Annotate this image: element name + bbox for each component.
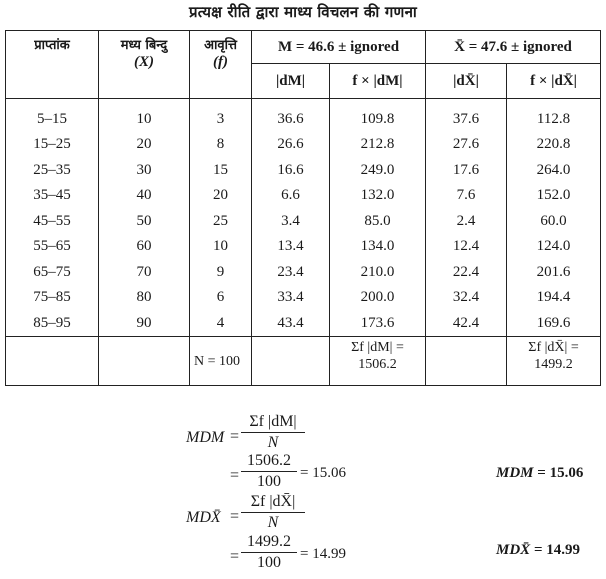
header-midpoint-label: मध्य बिन्दु	[120, 38, 168, 53]
cell-x: 90	[99, 311, 190, 337]
cell-class: 55–65	[6, 234, 99, 260]
cell-dx: 37.6	[426, 99, 507, 133]
header-frequency-label: आवृत्ति	[204, 38, 237, 53]
header-midpoint-symbol: (X)	[134, 54, 154, 70]
formula-mdx-numerator: Σf |dX̄|	[241, 493, 305, 513]
header-frequency-symbol: (f)	[213, 54, 228, 70]
cell-class: 65–75	[6, 260, 99, 286]
header-fdm: f × |dM|	[330, 64, 426, 99]
cell-x: 10	[99, 99, 190, 133]
cell-fdx: 220.8	[507, 132, 601, 158]
cell-dm: 3.4	[252, 209, 330, 235]
cell-fdm: 210.0	[330, 260, 426, 286]
cell-x: 60	[99, 234, 190, 260]
cell-dx: 27.6	[426, 132, 507, 158]
page-title: प्रत्यक्ष रीति द्वारा माध्य विचलन की गणना	[188, 3, 417, 21]
totals-empty-4	[426, 337, 507, 386]
cell-class: 5–15	[6, 99, 99, 133]
cell-x: 30	[99, 158, 190, 184]
cell-fdx: 112.8	[507, 99, 601, 133]
cell-f: 15	[190, 158, 252, 184]
cell-x: 80	[99, 285, 190, 311]
mean-deviation-table	[5, 30, 601, 386]
header-frequency	[190, 31, 252, 99]
cell-x: 50	[99, 209, 190, 235]
totals-row	[6, 337, 601, 386]
formula-mdm-num-value: 1506.2	[241, 452, 297, 472]
formula-mdx-num-value: 1499.2	[241, 533, 297, 553]
formula-mdm-fraction-values	[241, 452, 297, 490]
cell-dm: 33.4	[252, 285, 330, 311]
header-midpoint	[99, 31, 190, 99]
table-row	[6, 99, 601, 133]
header-group-median: M = 46.6 ± ignored	[252, 31, 426, 64]
cell-f: 25	[190, 209, 252, 235]
cell-fdm: 109.8	[330, 99, 426, 133]
cell-class: 75–85	[6, 285, 99, 311]
formula-mdx-result: = 14.99	[300, 546, 346, 562]
answer-mdx-label: MDX̄	[496, 542, 531, 558]
cell-dm: 36.6	[252, 99, 330, 133]
cell-fdm: 132.0	[330, 183, 426, 209]
cell-dx: 2.4	[426, 209, 507, 235]
cell-fdx: 124.0	[507, 234, 601, 260]
cell-dx: 32.4	[426, 285, 507, 311]
formula-mdx-den-value: 100	[257, 554, 281, 571]
cell-fdm: 173.6	[330, 311, 426, 337]
cell-fdm: 249.0	[330, 158, 426, 184]
formula-mdx-label: MDX̄	[186, 509, 221, 526]
cell-fdx: 264.0	[507, 158, 601, 184]
cell-dm: 43.4	[252, 311, 330, 337]
formula-mdm-denominator: N	[267, 434, 279, 451]
cell-fdx: 201.6	[507, 260, 601, 286]
formula-mdx-eq2: =	[230, 548, 240, 565]
formula-mdm-label: MDM	[186, 429, 225, 446]
table-body	[6, 99, 601, 337]
cell-dm: 6.6	[252, 183, 330, 209]
cell-dx: 17.6	[426, 158, 507, 184]
cell-fdx: 169.6	[507, 311, 601, 337]
formula-mdx-fraction	[241, 493, 305, 531]
total-sum-dx-value: 1499.2	[534, 357, 573, 372]
table-row	[6, 234, 601, 260]
cell-class: 25–35	[6, 158, 99, 184]
total-n: N = 100	[190, 337, 252, 386]
header-group-mean: X̄ = 47.6 ± ignored	[426, 31, 601, 64]
table-row	[6, 311, 601, 337]
table-row	[6, 209, 601, 235]
cell-f: 3	[190, 99, 252, 133]
table-row	[6, 260, 601, 286]
formula-mdm-eq2: =	[230, 467, 240, 484]
cell-f: 6	[190, 285, 252, 311]
totals-empty-1	[6, 337, 99, 386]
cell-fdm: 85.0	[330, 209, 426, 235]
cell-f: 8	[190, 132, 252, 158]
totals-empty-3	[252, 337, 330, 386]
cell-f: 10	[190, 234, 252, 260]
cell-dm: 26.6	[252, 132, 330, 158]
answer-mdx	[496, 542, 580, 559]
header-row-group	[6, 31, 601, 64]
cell-fdx: 152.0	[507, 183, 601, 209]
total-sum-dx-label: Σf |dX̄| =	[528, 340, 579, 355]
formula-mdx-denominator: N	[267, 514, 279, 531]
answer-mdm	[496, 465, 583, 482]
cell-fdm: 134.0	[330, 234, 426, 260]
cell-f: 9	[190, 260, 252, 286]
cell-dx: 12.4	[426, 234, 507, 260]
answer-mdm-label: MDM	[496, 465, 534, 481]
cell-fdx: 194.4	[507, 285, 601, 311]
cell-x: 20	[99, 132, 190, 158]
cell-x: 40	[99, 183, 190, 209]
formula-mdm-numerator: Σf |dM|	[241, 413, 305, 433]
answer-mdm-value: = 15.06	[537, 465, 584, 481]
cell-fdm: 200.0	[330, 285, 426, 311]
header-class: प्राप्तांक	[6, 31, 99, 99]
cell-class: 15–25	[6, 132, 99, 158]
cell-dm: 23.4	[252, 260, 330, 286]
total-sum-dx	[507, 337, 601, 386]
cell-dm: 16.6	[252, 158, 330, 184]
table-row	[6, 132, 601, 158]
header-dm: |dM|	[252, 64, 330, 99]
formula-mdm-den-value: 100	[257, 473, 281, 490]
cell-dx: 22.4	[426, 260, 507, 286]
total-sum-dm	[330, 337, 426, 386]
table-row	[6, 183, 601, 209]
table-row	[6, 285, 601, 311]
cell-x: 70	[99, 260, 190, 286]
formula-mdm-result: = 15.06	[300, 465, 346, 481]
cell-dx: 7.6	[426, 183, 507, 209]
header-dx: |dX̄|	[426, 64, 507, 99]
cell-fdx: 60.0	[507, 209, 601, 235]
cell-f: 4	[190, 311, 252, 337]
cell-f: 20	[190, 183, 252, 209]
table-row	[6, 158, 601, 184]
cell-class: 45–55	[6, 209, 99, 235]
total-sum-dm-value: 1506.2	[358, 357, 397, 372]
answer-mdx-value: = 14.99	[533, 542, 580, 558]
cell-class: 35–45	[6, 183, 99, 209]
cell-dm: 13.4	[252, 234, 330, 260]
cell-fdm: 212.8	[330, 132, 426, 158]
formula-mdx-eq1: =	[230, 508, 240, 525]
formula-mdx-fraction-values	[241, 533, 297, 571]
total-sum-dm-label: Σf |dM| =	[351, 340, 404, 355]
formula-mdm-eq1: =	[230, 428, 240, 445]
totals-empty-2	[99, 337, 190, 386]
header-fdx: f × |dX̄|	[507, 64, 601, 99]
cell-dx: 42.4	[426, 311, 507, 337]
formula-mdm-fraction	[241, 413, 305, 451]
cell-class: 85–95	[6, 311, 99, 337]
